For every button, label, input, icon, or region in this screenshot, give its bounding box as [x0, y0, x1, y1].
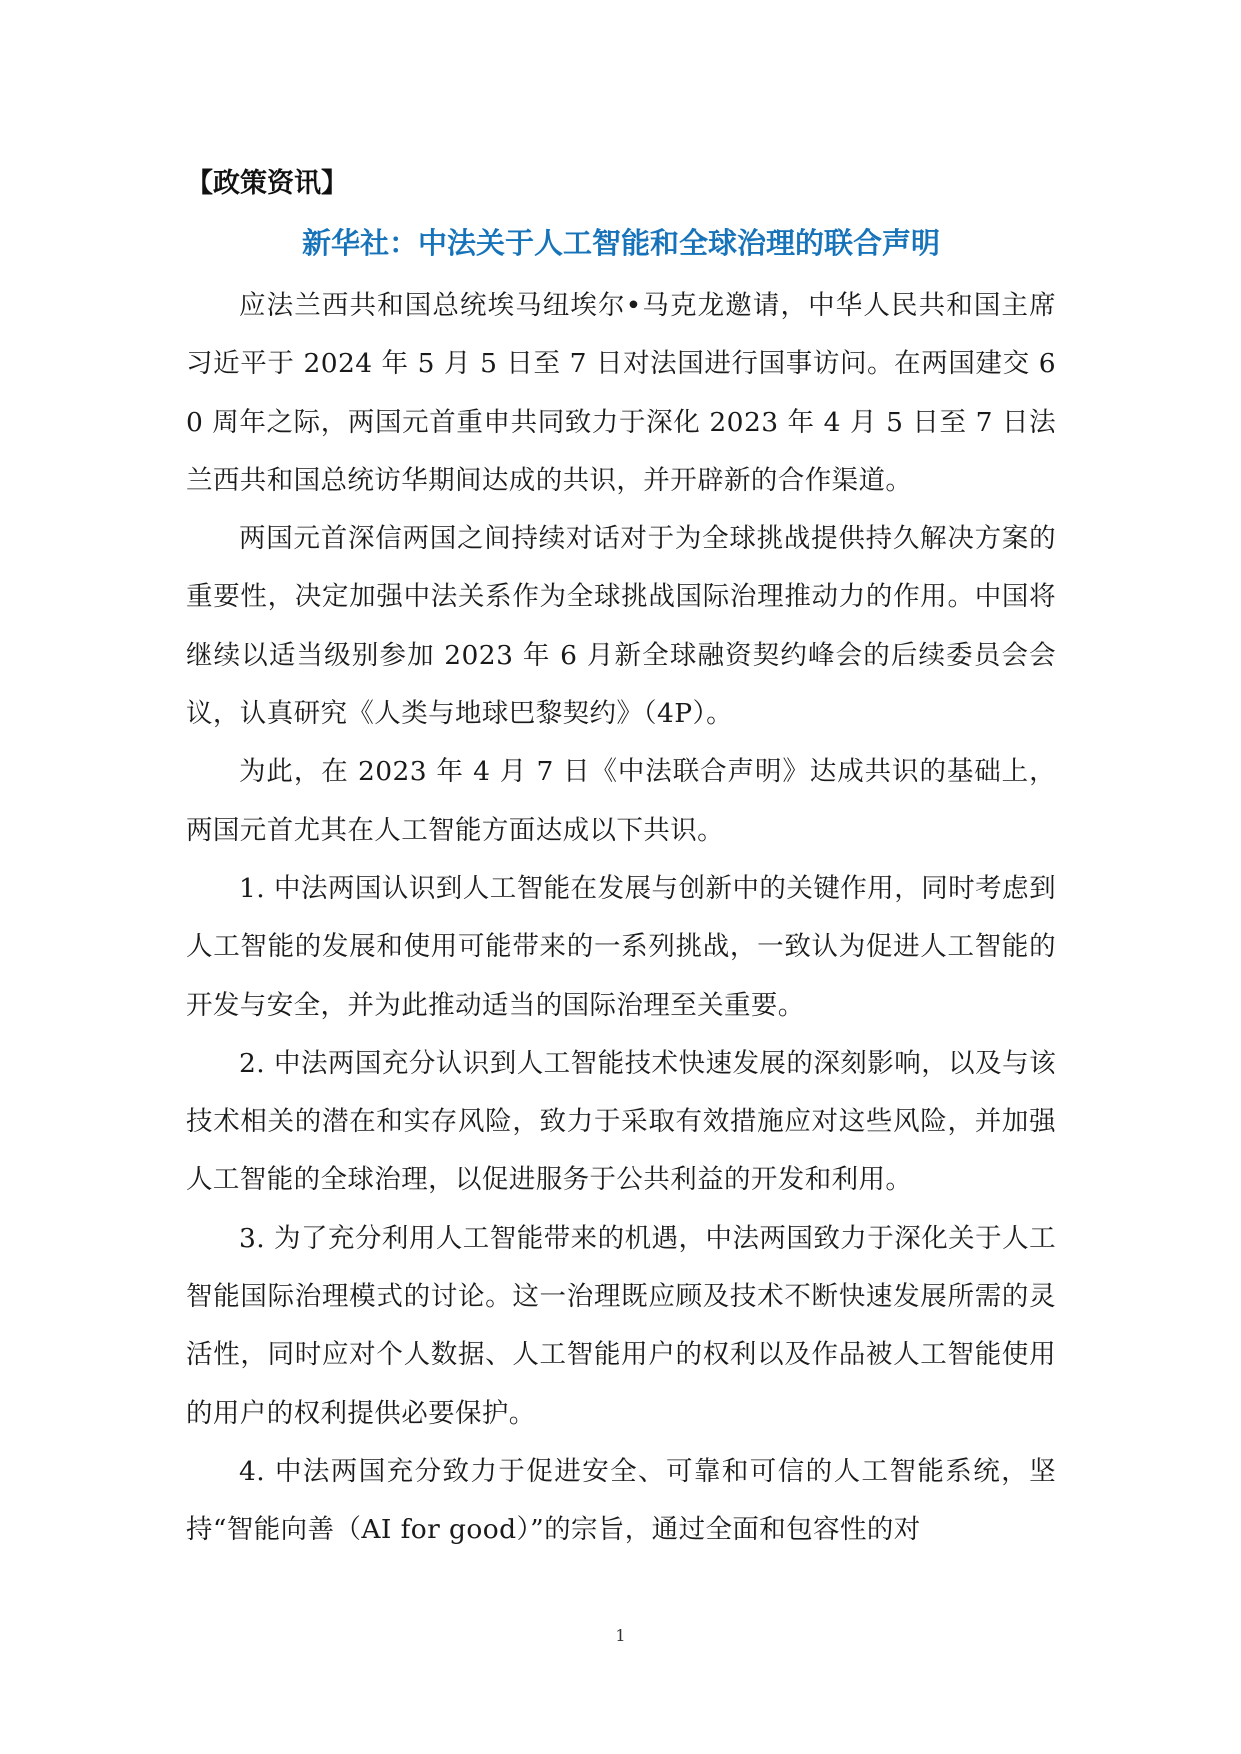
- page-number: 1: [615, 1626, 626, 1645]
- body-text: [186, 277, 1056, 1560]
- paragraph-item-1: 1. 中法两国认识到人工智能在发展与创新中的关键作用，同时考虑到人工智能的发展和使用可能带来的一系列挑战，一致认为促进人工智能的开发与安全，并为此推动适当的国际治理至关重要。: [186, 872, 1056, 1021]
- paragraph-dialogue: 两国元首深信两国之间持续对话对于为全球挑战提供持久解决方案的重要性，决定加强中法关系作为全球挑战国际治理推动力的作用。中国将继续以适当级别参加 2023 年 6 月新全球融资契约峰会的后续委员会会议，认真研究《人类与地球巴黎契约》（4P）。: [186, 523, 1056, 730]
- paragraph-item-2: 2. 中法两国充分认识到人工智能技术快速发展的深刻影响，以及与该技术相关的潜在和实存风险，致力于采取有效措施应对这些风险，并加强人工智能的全球治理，以促进服务于公共利益的开发和利用。: [186, 1047, 1056, 1196]
- paragraph-consensus: 为此，在 2023 年 4 月 7 日《中法联合声明》达成共识的基础上，两国元首尤其在人工智能方面达成以下共识。: [186, 756, 1056, 846]
- paragraph-item-3: 3. 为了充分利用人工智能带来的机遇，中法两国致力于深化关于人工智能国际治理模式的讨论。这一治理既应顾及技术不断快速发展所需的灵活性，同时应对个人数据、人工智能用户的权利以及作品被人工智能使用的用户的权利提供必要保护。: [186, 1222, 1056, 1429]
- paragraph-item-4: 4. 中法两国充分致力于促进安全、可靠和可信的人工智能系统，坚持“智能向善（AI for good）”的宗旨，通过全面和包容性的对: [186, 1455, 1056, 1546]
- paragraph-intro: 应法兰西共和国总统埃马纽埃尔•马克龙邀请，中华人民共和国主席习近平于 2024 年 5 月 5 日至 7 日对法国进行国事访问。在两国建交 60 周年之际，两国元首重申共同致力于深化 2023 年 4 月 5 日至 7 日法兰西共和国总统访华期间达成的共识，并开辟新的合作渠道。: [186, 290, 1056, 496]
- section-tag: 【政策资讯】: [186, 168, 348, 199]
- document-title: 新华社：中法关于人工智能和全球治理的联合声明: [301, 226, 940, 260]
